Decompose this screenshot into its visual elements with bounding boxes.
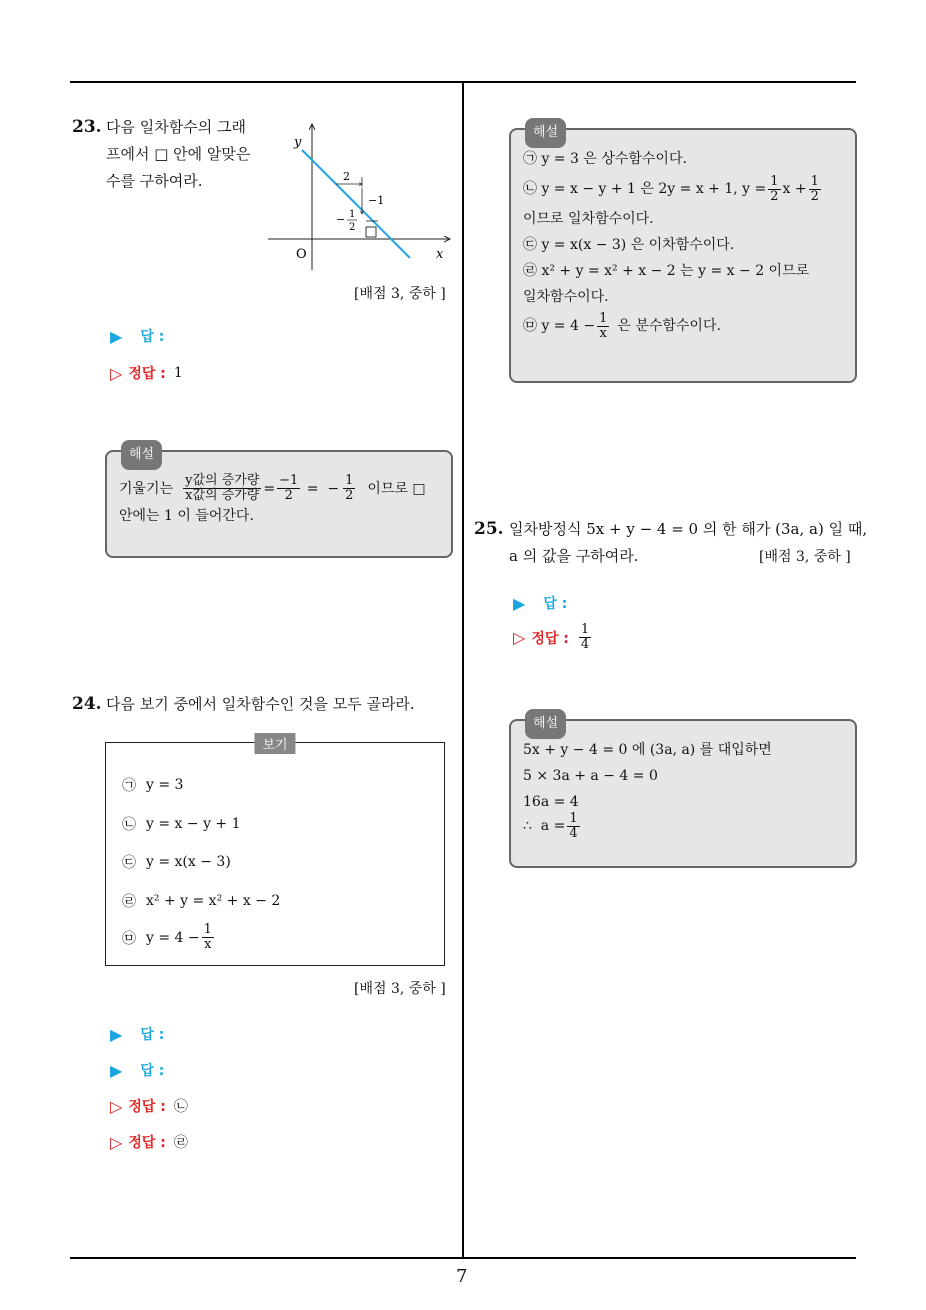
expr-part: ㉡ y = x − y + 1 은 2y = x + 1, y = [523, 181, 767, 197]
play-outline-icon: ▷ [110, 363, 123, 383]
q23-number: 23. [72, 117, 102, 137]
y-axis-label: y [294, 135, 302, 150]
q23-correct-row [110, 363, 183, 383]
bottom-rule [70, 1257, 856, 1259]
solution-line: 5 × 3a + a − 4 = 0 [523, 768, 658, 784]
q23-text-line: 다음 일차함수의 그래 [106, 118, 246, 136]
q25-score: [배점 3, 중하 ] [759, 549, 851, 565]
correct-value: 1 [173, 365, 183, 381]
solution-line: 일차함수이다. [523, 289, 609, 305]
bogi-tag: 보기 [254, 733, 295, 754]
column-divider [462, 81, 464, 1259]
answer-label: 답 : [140, 1027, 165, 1043]
q23-text [106, 114, 250, 195]
rise-label: −1 [368, 194, 385, 207]
frac-den: 2 [349, 222, 356, 233]
bogi-item [122, 852, 231, 872]
q23-score: [배점 3, 중하 ] [354, 286, 446, 302]
solution-tag: 해설 [121, 440, 162, 470]
expr-part: ∴ a = [523, 818, 566, 834]
frac-denominator: x [599, 325, 607, 341]
answer-label: 답 : [140, 1063, 165, 1079]
frac-numerator: 1 [569, 810, 578, 826]
solution-line [523, 810, 843, 841]
bogi-item [122, 923, 216, 952]
solution-line: ㉣ x² + y = x² + x − 2 는 y = x − 2 이므로 [523, 263, 810, 279]
page-number: 7 [456, 1266, 468, 1287]
item-expr: y = x − y + 1 [146, 816, 241, 832]
q25-solution-box [509, 716, 857, 868]
q23-answer-row[interactable] [110, 326, 164, 346]
fraction [597, 312, 609, 341]
item-mark: ㉡ [122, 817, 136, 833]
x-axis-label: x [436, 247, 444, 262]
q25-text-line1: 일차방정식 5x + y − 4 = 0 의 한 해가 (3a, a) 일 때, [509, 520, 868, 538]
solution-tag: 해설 [525, 118, 566, 148]
slope-prefix: 기울기는 [119, 480, 174, 497]
solution-line: ㉢ y = x(x − 3) 은 이차함수이다. [523, 237, 735, 253]
item-mark: ㉣ [122, 894, 136, 910]
q25-text-line2: a 의 값을 구하여라. [509, 547, 639, 565]
q23-graph [262, 118, 458, 274]
item-expr: x² + y = x² + x − 2 [146, 893, 281, 909]
frac-minus: − [336, 213, 346, 226]
solution-line: ㉠ y = 3 은 상수함수이다. [523, 151, 687, 167]
solution-line: 16a = 4 [523, 794, 579, 810]
equals: = [263, 480, 276, 497]
correct-fraction [579, 623, 591, 652]
q24-solution-box [509, 125, 857, 383]
frac-numerator: 1 [580, 622, 590, 637]
play-icon: ▶ [110, 1060, 123, 1080]
item-mark: ㉢ [122, 855, 136, 871]
correct-label: 정답 : [128, 1099, 166, 1115]
item-fraction [202, 923, 214, 952]
solution-line [119, 474, 439, 503]
equals-minus: = − [302, 480, 340, 497]
fraction [809, 175, 821, 204]
bogi-item [122, 891, 280, 911]
frac-numerator: 1 [599, 310, 608, 326]
q24-number: 24. [72, 694, 102, 714]
q25-correct-row [513, 623, 593, 652]
slope-fraction [183, 474, 261, 503]
answer-label: 답 : [543, 596, 568, 612]
q23-text-line: 수를 구하여라. [106, 172, 203, 190]
expr-part: x + [782, 181, 807, 197]
frac-denominator: x [204, 937, 212, 952]
q24-answer-row[interactable] [110, 1060, 164, 1080]
play-icon: ▶ [110, 326, 123, 346]
play-outline-icon: ▷ [110, 1096, 123, 1116]
frac-denominator: x값의 증가량 [185, 488, 260, 503]
frac-denominator: 2 [345, 488, 354, 503]
item-mark: ㉤ [122, 930, 136, 947]
slope-suffix: 이므로 □ [367, 480, 426, 497]
solution-line: 이므로 일차함수이다. [523, 211, 654, 227]
play-icon: ▶ [110, 1024, 123, 1044]
expr-part: ㉤ y = 4 − [523, 318, 596, 334]
correct-label: 정답 : [128, 366, 166, 382]
correct-value: ㉡ [173, 1099, 188, 1115]
function-line [302, 150, 410, 258]
item-expr: y = 3 [146, 777, 184, 793]
q25-number: 25. [474, 519, 504, 539]
item-expr: y = 4 − [146, 929, 200, 946]
frac-numerator: −1 [279, 473, 299, 488]
expr-part: 은 분수함수이다. [617, 318, 721, 334]
origin-label: O [296, 247, 307, 262]
frac-denominator: 2 [770, 188, 779, 204]
item-mark: ㉠ [122, 778, 136, 794]
frac-denominator: 4 [569, 825, 578, 841]
solution-line [523, 172, 843, 206]
bogi-item [122, 814, 241, 834]
correct-label: 정답 : [128, 1135, 166, 1151]
q23-text-line: 프에서 □ 안에 알맞은 [106, 145, 251, 163]
frac-denominator: 2 [810, 188, 819, 204]
q24-text: 다음 보기 중에서 일차함수인 것을 모두 골라라. [106, 695, 415, 713]
solution-tag: 해설 [525, 709, 566, 739]
q24-answer-row[interactable] [110, 1024, 164, 1044]
fraction [567, 812, 579, 841]
frac-num: 1 [349, 209, 356, 220]
q24-correct-row [110, 1096, 188, 1116]
item-expr: y = x(x − 3) [146, 854, 231, 870]
blank-box [366, 227, 376, 237]
correct-label: 정답 : [531, 630, 569, 647]
fraction [768, 175, 780, 204]
frac-numerator: y값의 증가량 [185, 473, 260, 488]
play-outline-icon: ▷ [513, 628, 526, 647]
frac-numerator: 1 [345, 473, 354, 488]
q24-correct-row [110, 1132, 188, 1152]
bogi-item [122, 775, 183, 795]
play-icon: ▶ [513, 593, 526, 613]
solution-line: 5x + y − 4 = 0 에 (3a, a) 를 대입하면 [523, 742, 772, 758]
result-fraction [343, 474, 355, 503]
frac-numerator: 1 [770, 173, 779, 189]
run-label: 2 [343, 170, 350, 183]
q25-answer-row[interactable] [513, 593, 567, 613]
frac-numerator: 1 [810, 173, 819, 189]
value-fraction [277, 474, 300, 503]
frac-denominator: 2 [284, 488, 293, 503]
play-outline-icon: ▷ [110, 1132, 123, 1152]
bogi-box [105, 738, 445, 966]
q23-solution-box [105, 447, 453, 558]
frac-denominator: 4 [580, 637, 590, 652]
frac-numerator: 1 [203, 922, 212, 937]
solution-line [523, 310, 843, 342]
solution-line: 안에는 1 이 들어간다. [119, 508, 254, 524]
answer-label: 답 : [140, 329, 165, 345]
correct-value: ㉣ [173, 1135, 188, 1151]
q24-score: [배점 3, 중하 ] [354, 981, 446, 997]
